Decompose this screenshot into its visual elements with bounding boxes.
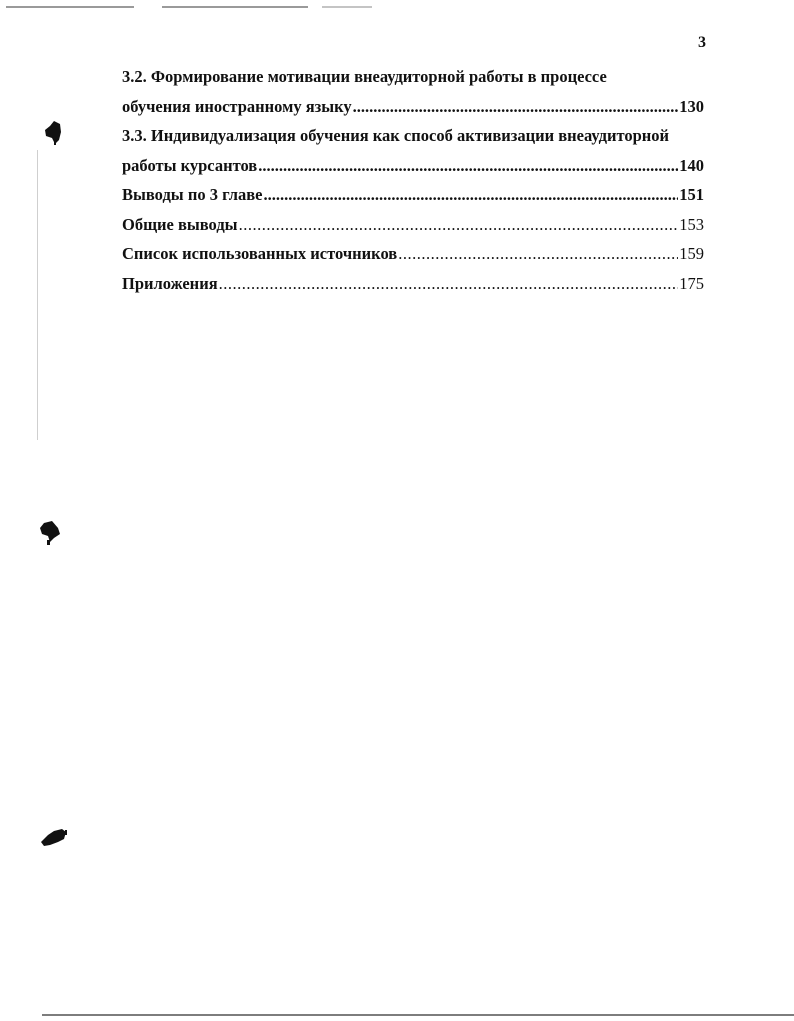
toc-entry-text: Список использованных источников bbox=[122, 244, 398, 263]
punch-hole-blot-middle bbox=[38, 520, 62, 546]
toc-leader-dots bbox=[239, 210, 679, 240]
bottom-scan-line bbox=[42, 1014, 794, 1016]
toc-entry-chapter-3-conclusions bbox=[122, 180, 704, 210]
table-of-contents bbox=[122, 62, 704, 298]
toc-page-ref: 153 bbox=[679, 214, 704, 234]
toc-leader-dots bbox=[398, 239, 678, 269]
top-scan-line-right bbox=[322, 6, 372, 8]
toc-entry-text: Выводы по 3 главе bbox=[122, 185, 263, 204]
toc-entry-text: Приложения bbox=[122, 273, 218, 293]
toc-entry-3-2-line1 bbox=[122, 62, 704, 92]
toc-page-ref: 175 bbox=[679, 273, 704, 293]
toc-page-ref: 140 bbox=[679, 155, 704, 175]
toc-entry-text: работы курсантов bbox=[122, 155, 258, 175]
toc-entry-text: 3.2. Формирование мотивации внеаудиторной работы в процессе bbox=[122, 67, 607, 86]
toc-leader-dots bbox=[263, 180, 678, 210]
left-margin-rule bbox=[37, 150, 38, 440]
toc-entry-3-2-line2 bbox=[122, 92, 704, 122]
punch-hole-blot-top bbox=[42, 120, 64, 146]
toc-entry-3-3-line2 bbox=[122, 151, 704, 181]
toc-entry-general-conclusions bbox=[122, 210, 704, 240]
toc-entry-references bbox=[122, 239, 704, 269]
toc-page-ref: 151 bbox=[679, 185, 704, 204]
toc-page-ref: 130 bbox=[679, 96, 704, 116]
toc-leader-dots bbox=[219, 269, 679, 299]
toc-leader-dots bbox=[353, 92, 679, 122]
toc-entry-appendices bbox=[122, 269, 704, 299]
toc-entry-3-3-line1 bbox=[122, 121, 704, 151]
punch-hole-blot-bottom bbox=[38, 826, 70, 848]
toc-entry-text: Общие выводы bbox=[122, 214, 238, 234]
toc-entry-text: 3.3. Индивидуализация обучения как способ активизации внеаудиторной bbox=[122, 126, 670, 145]
toc-leader-dots bbox=[258, 151, 678, 181]
top-scan-line-left bbox=[6, 6, 134, 8]
toc-entry-text: обучения иностранному языку bbox=[122, 96, 352, 116]
toc-page-ref: 159 bbox=[679, 244, 704, 263]
top-scan-line-mid bbox=[162, 6, 308, 8]
page-number: 3 bbox=[698, 34, 706, 51]
